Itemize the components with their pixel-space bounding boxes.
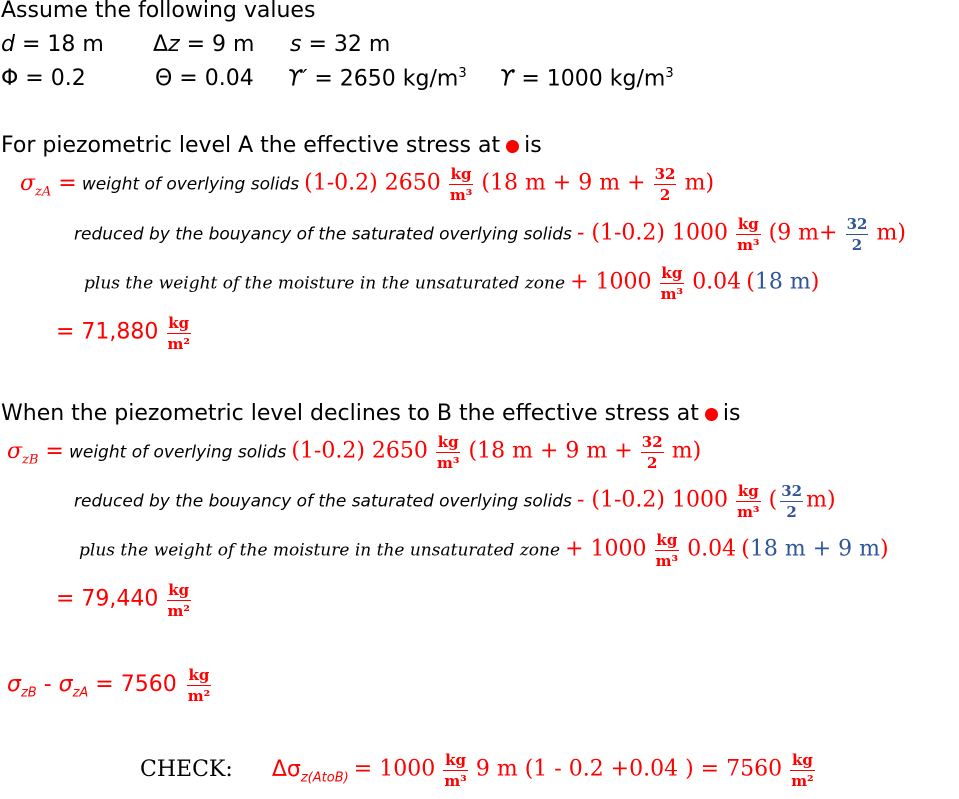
expr-b2c: m): [806, 487, 836, 513]
expr-b3c: 18 m + 9 m: [749, 536, 880, 562]
value-d-text: = 18 m: [14, 32, 104, 57]
unit-kg-m3: $\frac{kg}{\text{m³}}$: [737, 215, 760, 254]
check-label: CHECK:: [140, 756, 233, 782]
expr-a2: - (1-0.2) 1000: [576, 220, 728, 246]
desc-weight-solids: weight of overlying solids: [68, 442, 287, 463]
desc-buoyancy: reduced by the bouyancy of the saturated overlying solids: [74, 224, 572, 245]
expr-a2c: m): [876, 220, 906, 246]
expr-a1: (1-0.2) 2650: [304, 170, 441, 196]
value-d: d = 18 m: [1, 32, 104, 57]
check-expr-b: 9 m (1 - 0.2 +0.04 ) = 7560: [475, 756, 783, 782]
expr-b1b: (18 m + 9 m +: [468, 438, 633, 464]
desc-weight-solids: weight of overlying solids: [81, 174, 300, 195]
sigma-zb-line3: plus the weight of the moisture in the unsaturated zone + 1000 $\frac{kg}{\text{m³}}$ 0.04 (18 m + 9 m): [79, 531, 889, 570]
frac-32-2: $\frac{32}{2}$: [781, 482, 803, 521]
result-a: = 71,880: [56, 319, 159, 345]
frac-32-2: $\frac{32}{2}$: [654, 165, 676, 204]
expr-a3b: 0.04: [692, 269, 742, 295]
expr-a3c: 18 m: [754, 269, 811, 295]
frac-32-2: $\frac{32}{2}$: [846, 215, 868, 254]
expr-a3: + 1000: [570, 269, 652, 295]
result-b: = 79,440: [56, 586, 159, 612]
sigma-za-line2: [74, 217, 906, 253]
expr-a1c: m): [684, 170, 715, 196]
sigma-zb-line2: [74, 484, 836, 520]
unit-kg-m2: $\frac{kg}{\text{m²}}$: [167, 314, 190, 353]
sigma-zb-result: [56, 583, 194, 619]
sigma-za-line1: [20, 167, 714, 203]
expr-a1b: (18 m + 9 m +: [481, 170, 646, 196]
frac-32-2: $\frac{32}{2}$: [641, 433, 663, 472]
unit-kg-m2: $\frac{kg}{\text{m²}}$: [187, 666, 211, 705]
desc-moisture: plus the weight of the moisture in the unsaturated zone: [84, 273, 566, 294]
expr-b1: (1-0.2) 2650: [291, 438, 428, 464]
desc-moisture: plus the weight of the moisture in the unsaturated zone: [79, 540, 561, 561]
section-a-heading: For piezometric level A the effective stress at is: [1, 133, 542, 158]
expr-a2b: (9 m+: [768, 220, 838, 246]
value-theta: Θ = 0.04: [155, 66, 254, 91]
expr-b3: + 1000: [565, 536, 647, 562]
difference-value: = 7560: [88, 671, 177, 697]
expr-b2b: (: [768, 487, 778, 513]
desc-buoyancy: reduced by the bouyancy of the saturated overlying solids: [74, 491, 572, 512]
value-phi: Φ = 0.2: [1, 66, 86, 91]
assumptions-heading: Assume the following values: [1, 0, 316, 23]
sigma-zb-label: $\sigma_{zB}$ =: [7, 438, 64, 467]
expr-b2: - (1-0.2) 1000: [576, 487, 728, 513]
unit-kg-m2: $\frac{kg}{\text{m²}}$: [167, 581, 190, 620]
expr-b1c: m): [671, 438, 702, 464]
unit-kg-m3: $\frac{kg}{\text{m³}}$: [436, 433, 460, 472]
unit-kg-m3: $\frac{kg}{\text{m³}}$: [444, 751, 467, 790]
check-line: CHECK: $\Delta\sigma_{z(AtoB)} = 1000$ $\frac{kg}{\text{m³}}$ 9 m (1 - 0.2 +0.04 ) = 7560 $\frac{kg}{\text{m²}}$: [140, 751, 814, 790]
sigma-zb-line1: [7, 435, 701, 471]
check-expr-a: = 1000: [353, 756, 436, 782]
section-b-heading: When the piezometric level declines to B the effective stress at is: [1, 401, 741, 426]
point-marker-icon: [506, 140, 519, 153]
unit-kg-m3: $\frac{kg}{\text{m³}}$: [449, 165, 473, 204]
stress-difference: $\sigma_{zB} - \sigma_{zA} = 7560$ $\frac{kg}{\text{m²}}$: [7, 666, 211, 705]
unit-kg-m3: $\frac{kg}{\text{m³}}$: [660, 264, 684, 303]
unit-kg-m2: $\frac{kg}{\text{m²}}$: [791, 751, 814, 790]
value-s: s = 32 m: [290, 32, 391, 57]
point-marker-icon: [705, 408, 718, 421]
sigma-za-line3: plus the weight of the moisture in the unsaturated zone + 1000 $\frac{kg}{\text{m³}}$ 0.04 (18 m): [84, 264, 820, 303]
sigma-za-label: $\sigma_{zA}$ =: [20, 170, 77, 199]
unit-kg-m3: $\frac{kg}{\text{m³}}$: [655, 531, 679, 570]
sigma-za-result: [56, 316, 194, 352]
unit-kg-m3: $\frac{kg}{\text{m³}}$: [737, 482, 760, 521]
value-dz: Δz = 9 m: [153, 32, 255, 57]
value-gamma-water: ϒ = 1000 $kg/m^3$: [499, 66, 674, 92]
expr-b3b: 0.04: [687, 536, 737, 562]
value-gamma-solid: ϒ′ = 2650 $kg/m^3$: [287, 66, 467, 92]
